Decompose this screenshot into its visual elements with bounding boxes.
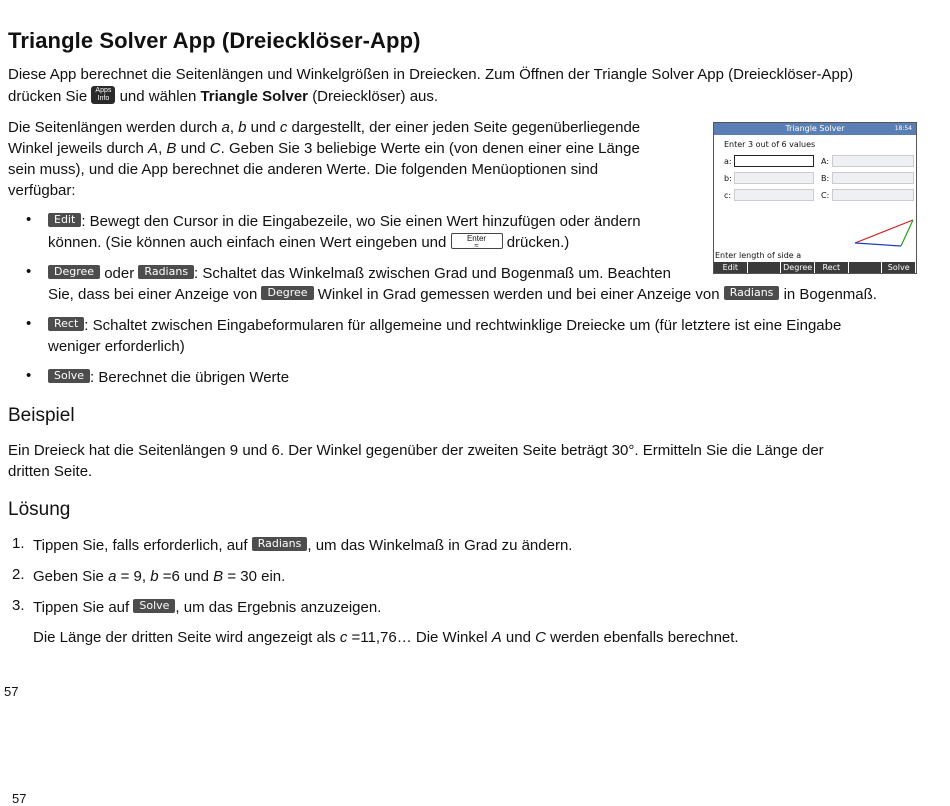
field-c[interactable] xyxy=(734,189,814,201)
label-a: a: xyxy=(724,157,732,166)
description-line-2: Winkel jeweils durch A, B und C. Geben Sie 3 beliebige Werte ein (von denen einer eine Länge xyxy=(8,140,640,157)
edit-button: Edit xyxy=(48,213,81,227)
field-b[interactable] xyxy=(734,172,814,184)
bullet-degree-line-2: Sie, dass bei einer Anzeige von Degree Winkel in Grad gemessen werden und bei einer Anzeige von Radians in Bogenmaß. xyxy=(48,286,877,303)
result-line: Die Länge der dritten Seite wird angezeigt als c =11,76… Die Winkel A und C werden ebenfalls berechnet. xyxy=(33,629,739,646)
beispiel-line-2: dritten Seite. xyxy=(8,463,93,480)
description-line-3: sein muss), und die App berechnet die anderen Werte. Die folgenden Menüoptionen sind xyxy=(8,161,599,178)
label-b: b: xyxy=(724,174,732,183)
calculator-screen xyxy=(713,122,917,274)
bullet: • xyxy=(26,263,32,280)
calculator-title-bar xyxy=(714,123,916,135)
solve-button: Solve xyxy=(133,599,175,613)
enter-key-icon: Enter ≈ xyxy=(451,233,503,249)
label-c: c: xyxy=(724,191,732,200)
field-A[interactable] xyxy=(832,155,914,167)
label-B: B: xyxy=(821,174,830,183)
intro-line-2: drücken Sie Apps Info und wählen Triangle Solver (Dreiecklöser) aus. xyxy=(8,87,439,105)
bullet-rect-line-1: Rect : Schaltet zwischen Eingabeformularen für allgemeine und rechtwinklige Dreiecke um (für letztere ist eine Eingabe xyxy=(48,315,841,336)
label-C: C: xyxy=(821,191,830,200)
field-a[interactable] xyxy=(734,155,814,167)
degree-button: Degree xyxy=(48,265,100,279)
solve-button: Solve xyxy=(48,369,90,383)
calculator-title: Triangle Solver xyxy=(785,124,845,133)
calculator-status: Enter length of side a xyxy=(715,251,802,260)
calculator-menu-bar xyxy=(714,262,916,273)
radians-button: Radians xyxy=(252,537,308,551)
step-number: 1. xyxy=(12,535,25,552)
bullet-degree-line-1: Degree oder Radians : Schaltet das Winkelmaß zwischen Grad und Bogenmaß um. Beachten xyxy=(48,263,671,284)
step-2: Geben Sie a = 9, b =6 und B = 30 ein. xyxy=(33,568,286,585)
menu-rect[interactable]: Rect xyxy=(815,262,849,273)
intro-line-1: Diese App berechnet die Seitenlängen und Winkelgrößen in Dreiecken. Zum Öffnen der Triangle Solver App (Dreiecklöser-App) xyxy=(8,66,854,83)
bullet: • xyxy=(26,367,32,384)
menu-empty xyxy=(748,262,782,273)
bullet-edit-line-2: können. (Sie können auch einfach einen Wert eingeben und Enter ≈ drücken.) xyxy=(48,234,570,251)
bullet: • xyxy=(26,211,32,228)
bullet-rect-line-2: weniger erforderlich) xyxy=(48,338,185,355)
menu-solve[interactable]: Solve xyxy=(882,262,916,273)
menu-empty xyxy=(849,262,883,273)
page-number: 57 xyxy=(12,791,27,806)
description-line-4: verfügbar: xyxy=(8,182,76,199)
beispiel-heading: Beispiel xyxy=(8,405,75,426)
step-number: 3. xyxy=(12,597,25,614)
loesung-heading: Lösung xyxy=(8,499,71,520)
step-number: 2. xyxy=(12,566,25,583)
bullet: • xyxy=(26,315,32,332)
calculator-prompt: Enter 3 out of 6 values xyxy=(724,140,816,149)
beispiel-line-1: Ein Dreieck hat die Seitenlängen 9 und 6. Der Winkel gegenüber der zweiten Seite beträgt 30°. Ermitteln Sie die Länge der xyxy=(8,442,824,459)
bullet-edit-line-1: Edit : Bewegt den Cursor in die Eingabezeile, wo Sie einen Wert hinzufügen oder ändern xyxy=(48,211,641,232)
degree-button: Degree xyxy=(261,286,313,300)
field-C[interactable] xyxy=(832,189,914,201)
menu-degree[interactable]: Degree xyxy=(781,262,815,273)
step-3: Tippen Sie auf Solve , um das Ergebnis anzuzeigen. xyxy=(33,599,382,616)
label-A: A: xyxy=(821,157,830,166)
field-B[interactable] xyxy=(832,172,914,184)
description-line-1: Die Seitenlängen werden durch a, b und c dargestellt, der einer jeden Seite gegenüberliegende xyxy=(8,119,641,136)
step-1: Tippen Sie, falls erforderlich, auf Radians , um das Winkelmaß in Grad zu ändern. xyxy=(33,537,573,554)
bullet-solve-line-1: Solve : Berechnet die übrigen Werte xyxy=(48,367,289,388)
radians-button: Radians xyxy=(138,265,194,279)
page-title: Triangle Solver App (Dreiecklöser-App) xyxy=(8,28,421,53)
page-number: 57 xyxy=(4,684,19,699)
triangle-diagram-icon xyxy=(849,215,917,249)
rect-button: Rect xyxy=(48,317,84,331)
apps-key-icon: Apps Info xyxy=(91,86,115,104)
radians-button: Radians xyxy=(724,286,780,300)
calculator-time: 18:54 xyxy=(894,125,912,132)
menu-edit[interactable]: Edit xyxy=(714,262,748,273)
